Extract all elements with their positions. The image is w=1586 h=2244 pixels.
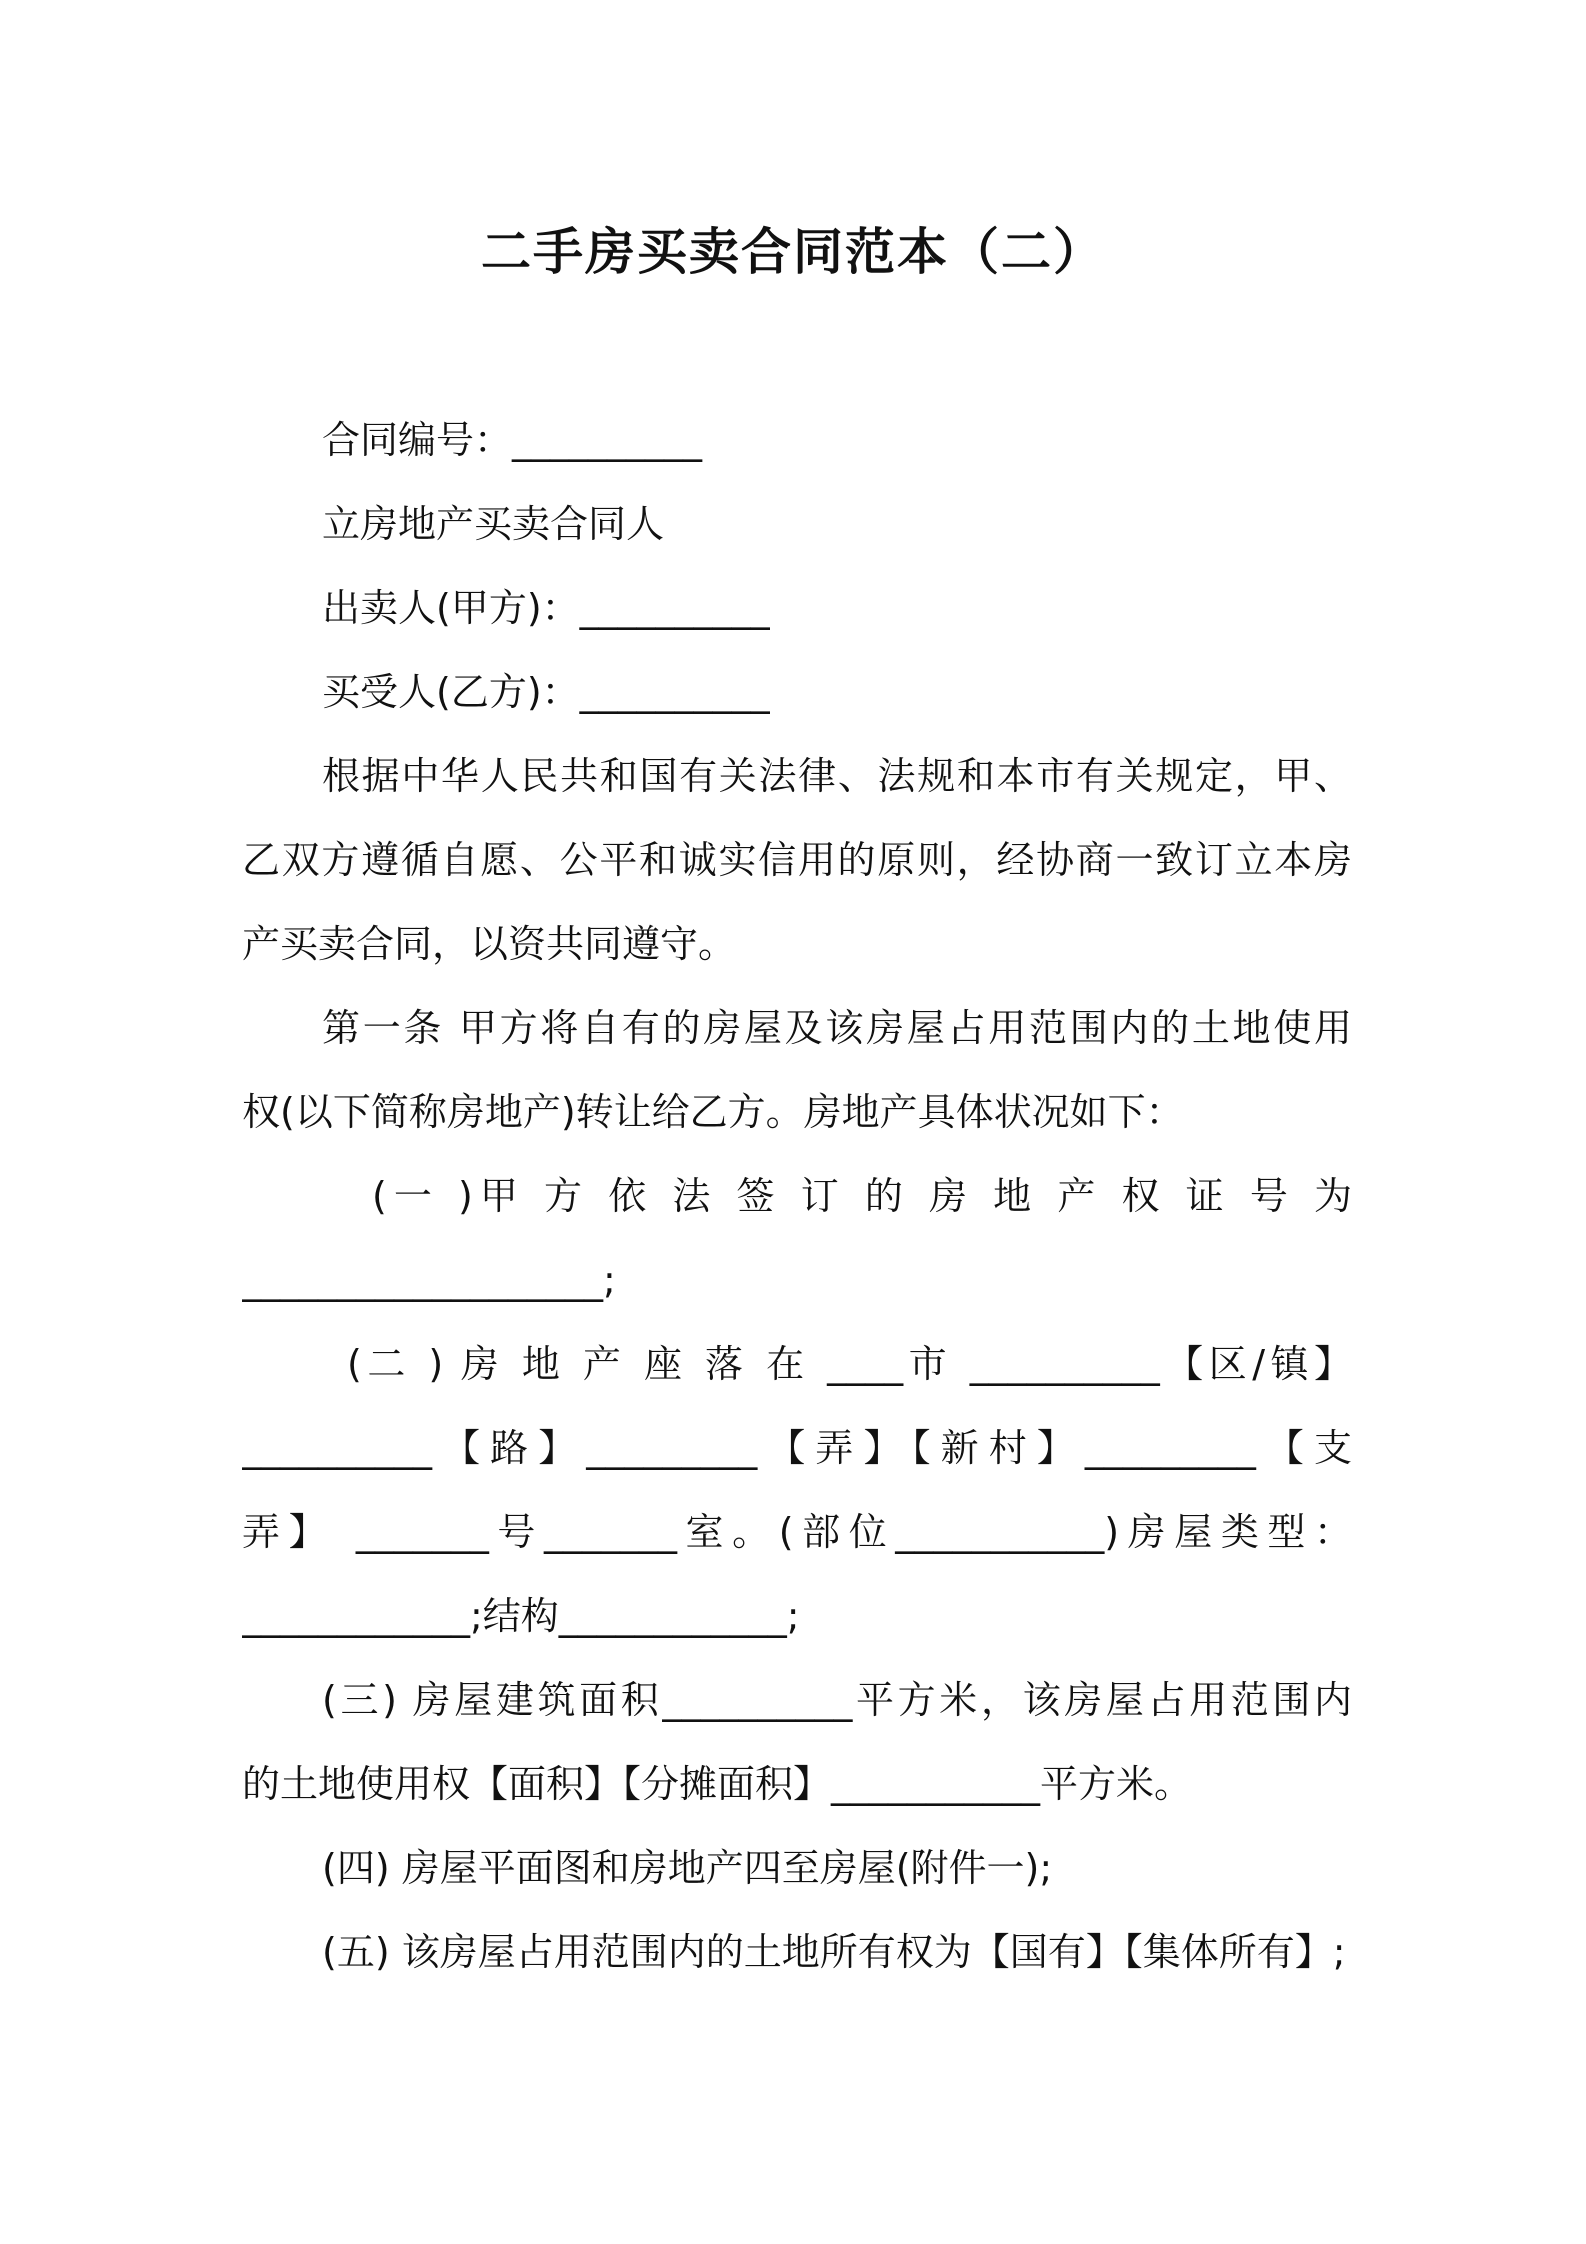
item-2-line-2: __________【路】_________【弄】【新村】_________【支 [242,1426,1352,1470]
article-1-line-2: 权(以下简称房地产)转让给乙方。房地产具体状况如下： [242,1090,1184,1134]
document-title: 二手房买卖合同范本（二） [481,223,1105,281]
preamble-line-3: 产买卖合同，以资共同遵守。 [242,922,737,966]
item-2-line-1: (二 ) 房 地 产 座 落 在 ____市 __________【区/镇】 [347,1342,1352,1386]
preamble-line-2: 乙双方遵循自愿、公平和诚实信用的原则，经协商一致订立本房 [242,838,1352,882]
contract-number-line: 合同编号：__________ [322,418,703,462]
item-3-line-2: 的土地使用权【面积】【分摊面积】___________平方米。 [242,1762,1193,1806]
item-1-line-2: ___________________; [242,1258,616,1302]
preamble-line-1: 根据中华人民共和国有关法律、法规和本市有关规定，甲、 [322,754,1352,798]
seller-line: 出卖人(甲方)：__________ [322,586,770,630]
document-body [242,398,1352,1994]
parties-heading: 立房地产买卖合同人 [322,502,665,546]
item-2-line-4: ____________;结构____________; [242,1594,800,1638]
item-2-line-3: 弄】 _______号_______室。(部位___________)房屋类型： [242,1510,1352,1554]
item-5-line: (五) 该房屋占用范围内的土地所有权为【国有】【集体所有】; [322,1930,1346,1974]
article-1-line-1: 第一条 甲方将自有的房屋及该房屋占用范围内的土地使用 [322,1006,1352,1050]
item-3-line-1: (三) 房屋建筑面积__________平方米，该房屋占用范围内 [322,1678,1352,1722]
buyer-line: 买受人(乙方)：__________ [322,670,770,714]
item-1-line-1: (一 )甲 方 依 法 签 订 的 房 地 产 权 证 号 为 [372,1174,1352,1218]
item-4-line: (四) 房屋平面图和房地产四至房屋(附件一); [322,1846,1053,1890]
